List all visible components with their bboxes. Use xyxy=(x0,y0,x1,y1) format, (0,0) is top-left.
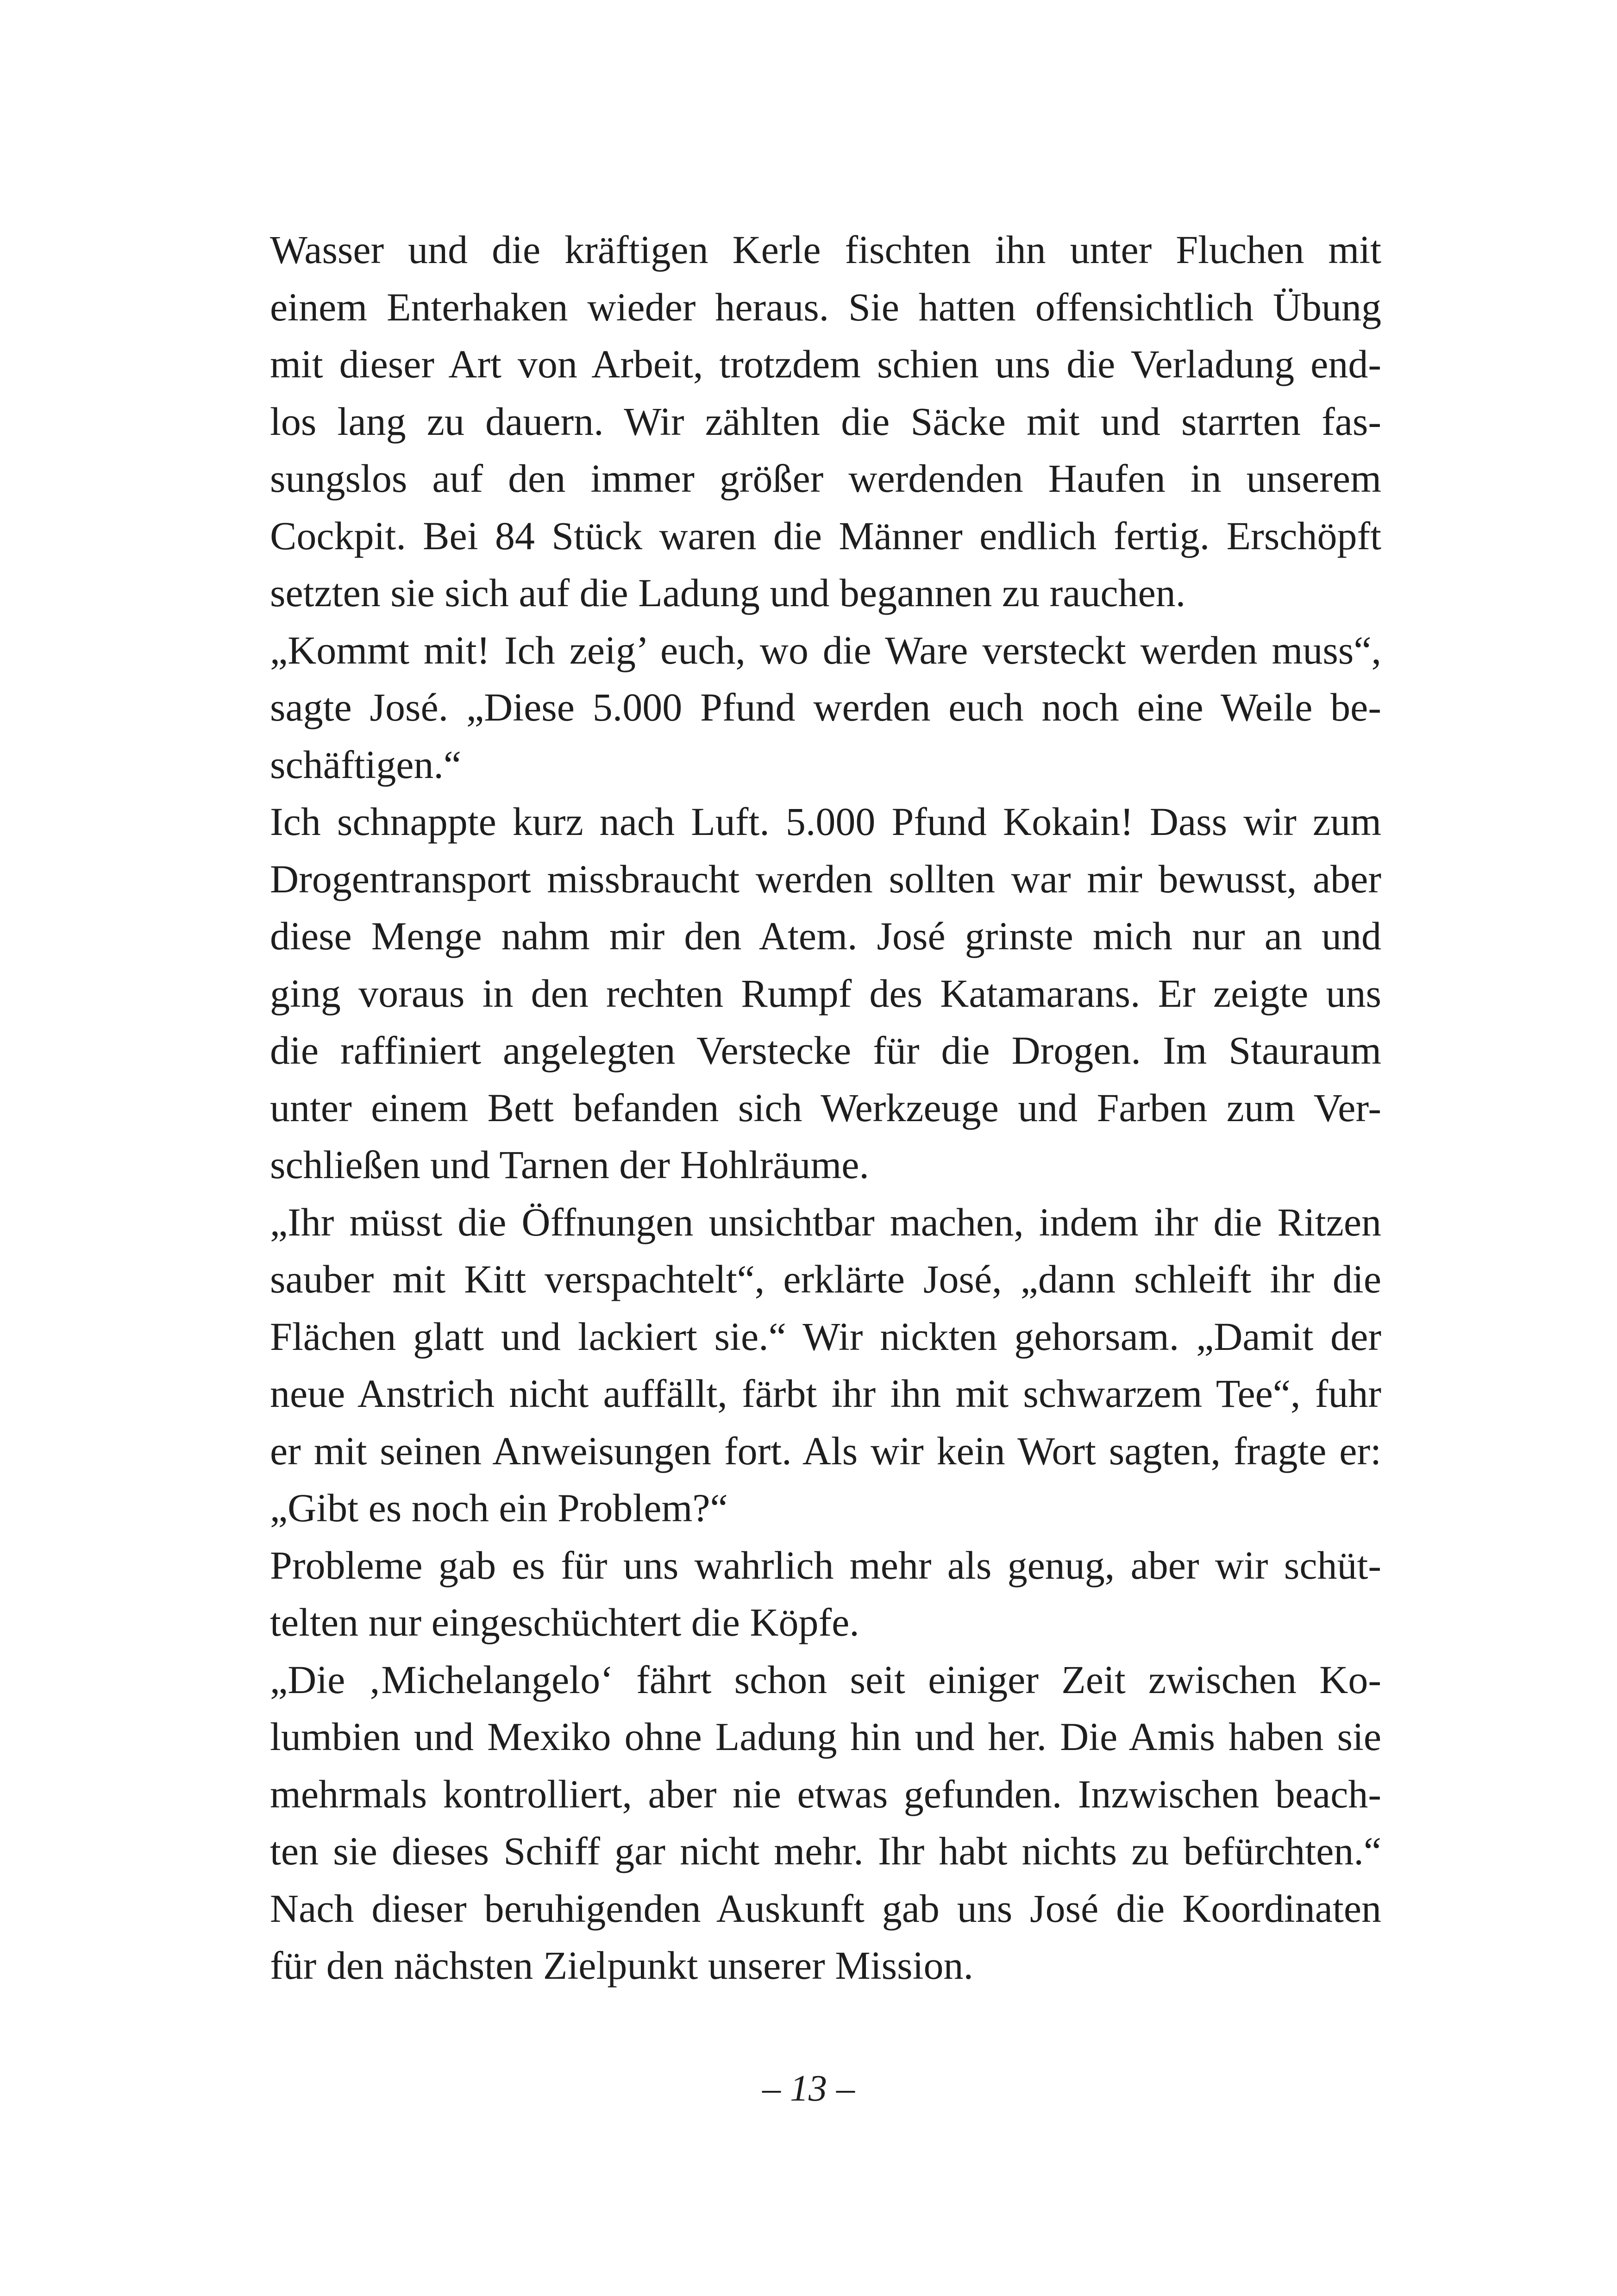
text-line: ten sie dieses Schiff gar nicht mehr. Ihr habt nichts zu befürchten.“ xyxy=(270,1829,1381,1873)
text-line: sungslos auf den immer größer werdenden Haufen in unserem xyxy=(270,456,1381,501)
text-line: ging voraus in den rechten Rumpf des Katamarans. Er zeigte uns xyxy=(270,971,1381,1016)
text-line: Cockpit. Bei 84 Stück waren die Männer endlich fertig. Erschöpft xyxy=(270,513,1381,558)
text-line: setzten sie sich auf die Ladung und begannen zu rauchen. xyxy=(270,571,1186,615)
text-line: „Gibt es noch ein Problem?“ xyxy=(270,1486,728,1530)
text-line: Probleme gab es für uns wahrlich mehr als genug, aber wir schüt- xyxy=(270,1543,1381,1587)
text-line: Ich schnappte kurz nach Luft. 5.000 Pfund Kokain! Dass wir zum xyxy=(270,799,1381,844)
text-line: für den nächsten Zielpunkt unserer Mission. xyxy=(270,1943,973,1988)
text-line: telten nur eingeschüchtert die Köpfe. xyxy=(270,1600,859,1644)
text-line: unter einem Bett befanden sich Werkzeuge und Farben zum Ver- xyxy=(270,1085,1381,1130)
text-line: schäftigen.“ xyxy=(270,742,462,787)
text-line: die raffiniert angelegten Verstecke für die Drogen. Im Stauraum xyxy=(270,1028,1381,1073)
text-line: Flächen glatt und lackiert sie.“ Wir nickten gehorsam. „Damit der xyxy=(270,1314,1381,1359)
page-number: – 13 – xyxy=(762,2068,855,2109)
text-line: Wasser und die kräftigen Kerle fischten ihn unter Fluchen mit xyxy=(270,227,1381,272)
text-line: „Kommt mit! Ich zeig’ euch, wo die Ware versteckt werden muss“, xyxy=(270,627,1381,672)
text-line: Drogentransport missbraucht werden sollten war mir bewusst, aber xyxy=(270,856,1381,901)
text-line: Nach dieser beruhigenden Auskunft gab uns José die Koordinaten xyxy=(270,1886,1381,1931)
text-line: „Ihr müsst die Öffnungen unsichtbar machen, indem ihr die Ritzen xyxy=(270,1199,1381,1244)
text-line: mit dieser Art von Arbeit, trotzdem schien uns die Verladung end- xyxy=(270,342,1381,386)
text-line: mehrmals kontrolliert, aber nie etwas gefunden. Inzwischen beach- xyxy=(270,1771,1381,1816)
text-line: sagte José. „Diese 5.000 Pfund werden euch noch eine Weile be- xyxy=(270,685,1381,729)
text-line: „Die ‚Michelangelo‘ fährt schon seit einiger Zeit zwischen Ko- xyxy=(270,1657,1381,1702)
body-text xyxy=(270,221,1381,1995)
text-line: er mit seinen Anweisungen fort. Als wir kein Wort sagten, fragte er: xyxy=(270,1428,1381,1473)
text-line: lumbien und Mexiko ohne Ladung hin und her. Die Amis haben sie xyxy=(270,1714,1381,1759)
text-line: schließen und Tarnen der Hohlräume. xyxy=(270,1142,869,1187)
text-line: einem Enterhaken wieder heraus. Sie hatten offensichtlich Übung xyxy=(270,284,1381,329)
text-line: diese Menge nahm mir den Atem. José grinste mich nur an und xyxy=(270,914,1381,958)
text-line: neue Anstrich nicht auffällt, färbt ihr ihn mit schwarzem Tee“, fuhr xyxy=(270,1371,1381,1416)
text-line: los lang zu dauern. Wir zählten die Säcke mit und starrten fas- xyxy=(270,399,1381,444)
text-line: sauber mit Kitt verspachtelt“, erklärte José, „dann schleift ihr die xyxy=(270,1257,1381,1301)
